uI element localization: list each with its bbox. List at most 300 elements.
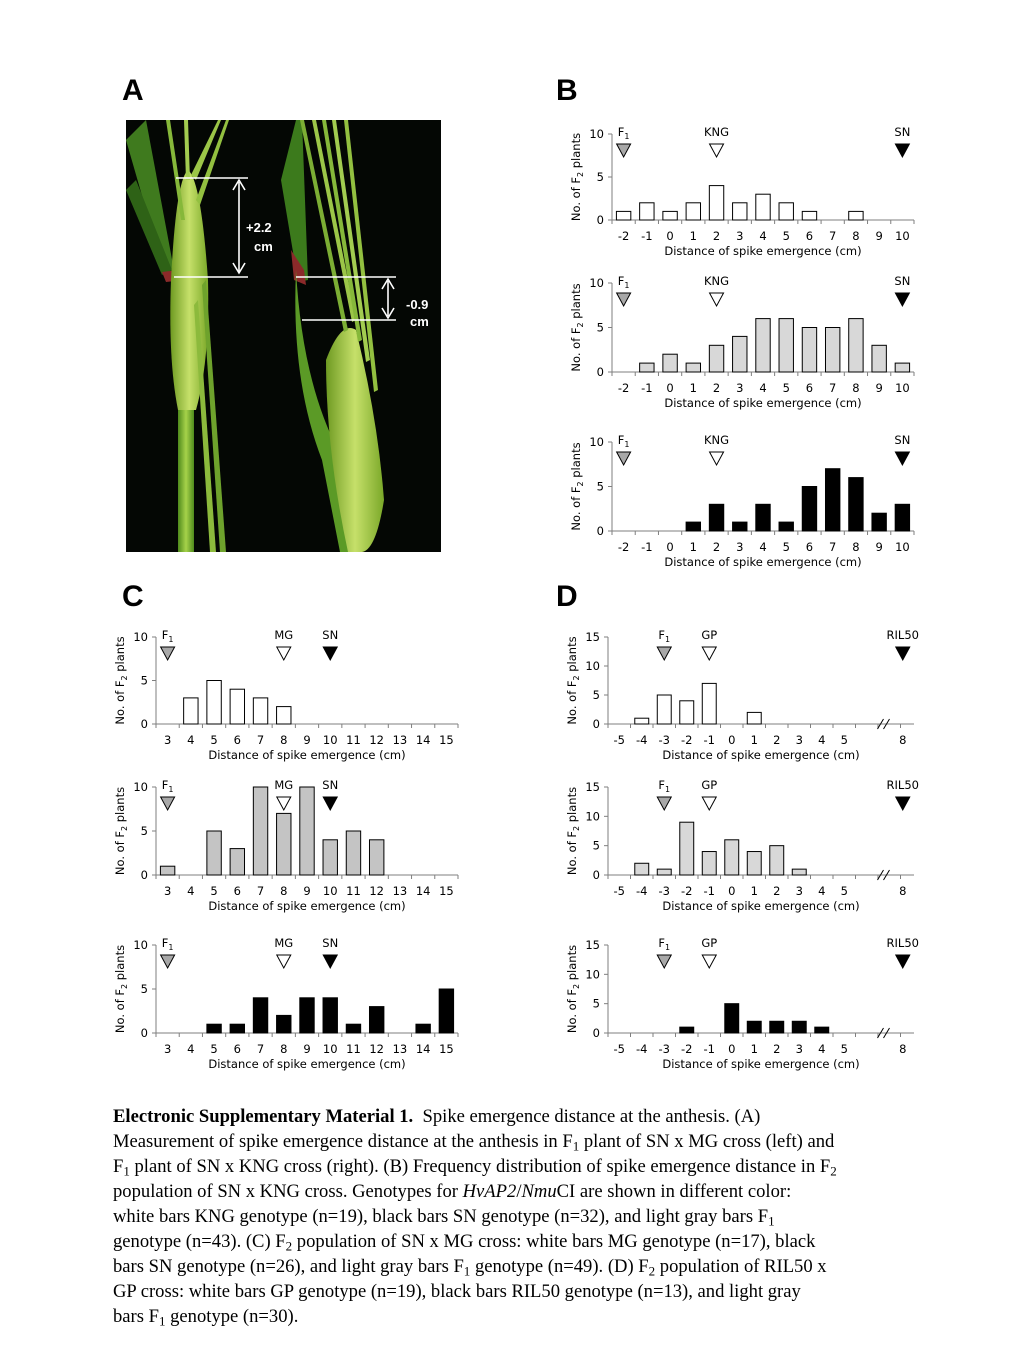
x-tick-label: 1: [750, 733, 758, 747]
x-tick-label: -1: [641, 381, 653, 395]
bar: [277, 707, 291, 724]
caption-text: plant of SN x MG cross (left) and: [579, 1131, 835, 1152]
y-axis-label: No. of $F_2$ plants: [569, 132, 585, 222]
caption-text: population of SN x KNG cross. Genotypes for: [113, 1181, 463, 1202]
x-tick-label: 12: [369, 733, 385, 747]
x-tick-label: 7: [829, 540, 837, 554]
x-tick-label: 5: [840, 733, 848, 747]
genotype-marker-icon: [896, 955, 910, 968]
bar: [686, 363, 700, 372]
y-tick-label: 0: [592, 717, 600, 731]
bar: [160, 866, 174, 875]
x-tick-label: -3: [658, 1042, 670, 1056]
x-tick-label: 2: [712, 540, 721, 554]
bar: [792, 869, 806, 875]
x-tick-label: 2: [773, 1042, 781, 1056]
genotype-label: SN: [894, 125, 911, 139]
barley-spike-photo: [126, 120, 441, 552]
bar: [725, 840, 739, 875]
caption-text: F: [113, 1156, 124, 1177]
bar: [733, 203, 747, 220]
genotype-label: RIL50: [886, 936, 919, 950]
x-tick-label: 1: [750, 884, 758, 898]
genotype-marker-icon: [657, 955, 671, 968]
x-tick-label: 3: [736, 381, 744, 395]
x-tick-label: 1: [689, 540, 697, 554]
x-tick-label: 2: [712, 381, 721, 395]
bar: [849, 211, 863, 220]
genotype-label: SN: [894, 433, 911, 447]
genotype-marker-icon: [702, 955, 716, 968]
genotype-label: KNG: [704, 125, 730, 139]
genotype-marker-icon: [277, 797, 291, 810]
bar: [346, 831, 360, 875]
caption-text: bars SN genotype (n=26), and light gray bars F: [113, 1256, 464, 1277]
chart-D-black: [560, 935, 934, 1079]
bar: [747, 712, 761, 724]
bar: [872, 513, 886, 531]
bar: [733, 522, 747, 531]
x-tick-label: 12: [369, 884, 385, 898]
x-tick-label: 14: [415, 733, 431, 747]
y-tick-label: 10: [585, 659, 600, 673]
chart-B-black: [560, 433, 934, 577]
x-tick-label: 5: [782, 381, 790, 395]
bar: [323, 840, 337, 875]
x-tick-label: -5: [613, 884, 625, 898]
x-tick-label: -3: [658, 884, 670, 898]
panel-letter-d: D: [556, 580, 578, 613]
x-tick-label: 6: [805, 540, 814, 554]
genotype-label: $F_1$: [658, 936, 671, 952]
measure-label-left: +2.2: [246, 220, 272, 235]
y-tick-label: 5: [596, 320, 604, 335]
x-axis-label: Distance of spike emergence (cm): [208, 748, 406, 762]
x-tick-label: 4: [759, 381, 767, 395]
x-tick-label: 11: [346, 884, 361, 898]
bar: [323, 998, 337, 1033]
caption-sub: 1: [463, 1263, 471, 1279]
x-tick-label: 8: [280, 1042, 288, 1056]
bar: [277, 813, 291, 875]
x-tick-label: 0: [666, 229, 674, 243]
genotype-marker-icon: [277, 955, 291, 968]
bar: [770, 1021, 784, 1033]
x-tick-label: 10: [322, 733, 338, 747]
bar: [207, 681, 221, 725]
panel-letter-a: A: [122, 74, 144, 107]
x-tick-label: -2: [617, 381, 630, 395]
x-tick-label: 3: [163, 1042, 172, 1056]
y-axis-label: No. of $F_2$ plants: [569, 283, 585, 372]
x-tick-label: 5: [210, 1042, 218, 1056]
x-tick-label: -1: [703, 733, 715, 747]
bar: [825, 469, 839, 531]
caption-sub: 1: [768, 1213, 775, 1229]
bar: [792, 1021, 806, 1033]
bar: [802, 328, 816, 373]
bar: [680, 701, 694, 724]
genotype-marker-icon: [702, 647, 716, 660]
genotype-marker-icon: [657, 797, 671, 810]
genotype-marker-icon: [895, 293, 909, 306]
genotype-label: MG: [274, 778, 294, 792]
x-tick-label: -2: [681, 884, 693, 898]
y-tick-label: 10: [133, 780, 148, 794]
genotype-marker-icon: [323, 797, 337, 810]
x-tick-label: 2: [773, 884, 781, 898]
bar: [756, 504, 770, 531]
bar: [702, 683, 716, 724]
x-tick-label: 4: [818, 1042, 826, 1056]
x-tick-label: -4: [636, 733, 648, 747]
bar: [756, 194, 770, 220]
y-tick-label: 5: [592, 838, 600, 853]
x-tick-label: 9: [875, 540, 883, 554]
caption-text: white bars KNG genotype (n=19), black bars SN genotype (n=32), and light gray bars F: [113, 1206, 769, 1227]
caption-text: plant of SN x KNG cross (right). (B) Frequency distribution of spike emergence distance in F: [129, 1156, 831, 1177]
bar: [709, 504, 723, 531]
x-axis-label: Distance of spike emergence (cm): [662, 748, 860, 762]
bar: [277, 1015, 291, 1033]
y-tick-label: 0: [596, 365, 604, 379]
genotype-label: SN: [894, 274, 911, 288]
genotype-marker-icon: [710, 144, 724, 157]
genotype-marker-icon: [617, 144, 631, 157]
x-tick-label: 10: [895, 540, 910, 554]
y-axis-label: No. of $F_2$ plants: [113, 636, 129, 725]
caption-title: Electronic Supplementary Material 1.: [113, 1106, 414, 1127]
genotype-label: GP: [701, 778, 718, 792]
bar: [253, 787, 267, 875]
x-tick-label: 6: [233, 733, 241, 747]
genotype-label: $F_1$: [617, 274, 630, 290]
bar: [207, 831, 221, 875]
x-tick-label: 4: [759, 229, 767, 243]
bar: [680, 822, 694, 875]
genotype-marker-icon: [323, 647, 337, 660]
x-tick-label: 5: [782, 540, 790, 554]
x-tick-label: 3: [736, 540, 744, 554]
y-tick-label: 5: [140, 673, 148, 688]
caption-text: GP cross: white bars GP genotype (n=19), black bars RIL50 genotype (n=13), and light gray: [113, 1281, 801, 1302]
bar: [725, 1004, 739, 1033]
genotype-marker-icon: [161, 647, 175, 660]
genotype-marker-icon: [657, 647, 671, 660]
caption-text: Measurement of spike emergence distance at the anthesis in F: [113, 1131, 573, 1152]
y-tick-label: 0: [140, 717, 148, 731]
x-tick-label: 10: [322, 1042, 338, 1056]
x-tick-label: 8: [280, 884, 288, 898]
genotype-marker-icon: [277, 647, 291, 660]
x-tick-label: 10: [322, 884, 338, 898]
x-tick-label: 14: [415, 1042, 431, 1056]
bar: [640, 203, 654, 220]
x-tick-label: 0: [728, 884, 736, 898]
x-tick-label: 1: [689, 229, 697, 243]
x-tick-label: -2: [681, 1042, 693, 1056]
caption-text: genotype (n=43). (C) F: [113, 1231, 286, 1252]
x-axis-label: Distance of spike emergence (cm): [664, 244, 862, 258]
x-tick-label: 0: [728, 1042, 736, 1056]
genotype-label: KNG: [704, 274, 730, 288]
y-tick-label: 5: [140, 982, 148, 996]
x-tick-label: 8: [852, 540, 860, 554]
bar: [616, 211, 630, 220]
bar: [300, 787, 314, 875]
x-axis-label: Distance of spike emergence (cm): [664, 396, 862, 410]
bar: [686, 203, 700, 220]
bar: [747, 1021, 761, 1033]
x-tick-label: 11: [346, 733, 361, 747]
bar: [184, 698, 198, 724]
genotype-label: SN: [322, 936, 339, 950]
genotype-label: GP: [701, 936, 718, 950]
x-tick-label: 8: [852, 229, 860, 243]
x-tick-label: 4: [187, 1042, 195, 1056]
x-tick-label: 9: [875, 229, 883, 243]
genotype-label: SN: [322, 628, 339, 642]
bar: [207, 1024, 221, 1033]
x-tick-label: -5: [613, 1042, 625, 1056]
x-tick-label: 7: [829, 381, 837, 395]
x-tick-label: 10: [895, 381, 910, 395]
x-tick-label: -2: [617, 229, 630, 243]
bar: [657, 869, 671, 875]
bar: [253, 698, 267, 724]
y-tick-label: 0: [140, 868, 148, 882]
caption-sub: 2: [830, 1163, 837, 1179]
bar: [640, 363, 654, 372]
bar: [825, 328, 839, 373]
x-tick-label: 5: [840, 1042, 848, 1056]
x-tick-label: -1: [703, 1042, 715, 1056]
bar: [369, 1007, 383, 1033]
genotype-label: SN: [322, 778, 339, 792]
bar: [815, 1027, 829, 1033]
x-axis-label: Distance of spike emergence (cm): [664, 555, 862, 569]
y-tick-label: 10: [585, 809, 600, 824]
caption-sub: 1: [123, 1163, 130, 1179]
y-tick-label: 0: [596, 524, 604, 538]
genotype-label: $F_1$: [161, 628, 174, 644]
x-tick-label: 3: [163, 733, 172, 747]
y-tick-label: 15: [585, 780, 600, 794]
genotype-marker-icon: [702, 797, 716, 810]
genotype-label: $F_1$: [658, 628, 671, 644]
x-tick-label: 15: [439, 733, 454, 747]
x-tick-label: 5: [210, 884, 218, 898]
genotype-label: $F_1$: [658, 778, 671, 794]
genotype-marker-icon: [895, 452, 909, 465]
x-tick-label: 6: [805, 381, 814, 395]
bar: [709, 345, 723, 372]
chart-B-white: [560, 125, 934, 266]
x-tick-label: 4: [818, 884, 826, 898]
x-tick-label: 9: [875, 381, 883, 395]
x-tick-label: 13: [392, 733, 408, 747]
genotype-label: GP: [701, 628, 718, 642]
x-tick-label: 0: [666, 540, 674, 554]
chart-D-white: [560, 627, 934, 770]
caption-sub: 1: [158, 1313, 166, 1329]
y-axis-label: No. of $F_2$ plants: [113, 786, 129, 876]
x-tick-label: 5: [840, 884, 848, 898]
y-axis-label: No. of $F_2$ plants: [113, 944, 129, 1034]
x-tick-label: 4: [759, 540, 767, 554]
chart-C-black: [112, 935, 478, 1079]
x-tick-label: 12: [369, 1042, 385, 1056]
genotype-label: $F_1$: [161, 778, 174, 794]
x-tick-label: -4: [636, 1042, 648, 1056]
y-axis-label: No. of $F_2$ plants: [565, 786, 581, 876]
x-tick-label: 9: [303, 884, 311, 898]
x-tick-label: 8: [852, 381, 860, 395]
genotype-marker-icon: [617, 293, 631, 306]
y-axis-label: No. of $F_2$ plants: [569, 442, 585, 531]
bar: [253, 998, 267, 1033]
bar: [680, 1027, 694, 1033]
x-tick-label: 6: [805, 229, 814, 243]
measure-label-right: -0.9: [406, 297, 429, 312]
y-tick-label: 10: [133, 938, 148, 952]
measure-unit-right: cm: [410, 314, 429, 329]
x-tick-label: 14: [415, 884, 431, 898]
x-tick-label: 7: [829, 229, 837, 243]
bar: [230, 1024, 244, 1033]
y-tick-label: 10: [589, 435, 604, 449]
x-tick-label: 1: [689, 381, 697, 395]
x-tick-label: 7: [256, 733, 265, 747]
caption-sub: 2: [285, 1238, 293, 1254]
chart-C-white: [112, 627, 478, 770]
genotype-label: $F_1$: [161, 936, 174, 952]
chart-B-gray: [560, 275, 934, 418]
bar: [756, 319, 770, 372]
caption-gene: HvAP2: [462, 1181, 517, 1202]
x-tick-label: -1: [641, 540, 653, 554]
x-axis-label: Distance of spike emergence (cm): [208, 899, 406, 913]
bar: [709, 186, 723, 220]
bar: [635, 718, 649, 724]
chart-C-gray: [112, 777, 478, 921]
x-tick-label: 0: [666, 381, 674, 395]
genotype-marker-icon: [896, 797, 910, 810]
x-tick-label: 3: [736, 229, 744, 243]
genotype-label: RIL50: [886, 628, 919, 642]
genotype-label: MG: [274, 936, 294, 950]
bar: [849, 319, 863, 372]
bar: [416, 1024, 430, 1033]
caption-sub: 1: [572, 1138, 580, 1154]
bar: [657, 695, 671, 724]
x-tick-label: 5: [210, 733, 218, 747]
y-tick-label: 0: [140, 1026, 148, 1040]
x-tick-label: 7: [256, 884, 265, 898]
caption-text: Spike emergence distance at the anthesis. (A): [422, 1106, 761, 1127]
bar: [802, 211, 816, 220]
y-tick-label: 0: [596, 213, 604, 227]
caption-gene: Nmu: [521, 1181, 557, 1202]
y-tick-label: 5: [592, 688, 600, 702]
x-tick-label: 8: [899, 733, 907, 747]
panel-letter-c: C: [122, 580, 144, 613]
y-tick-label: 5: [140, 824, 148, 838]
caption-text: population of SN x MG cross: white bars MG genotype (n=17), black: [292, 1231, 816, 1252]
x-tick-label: 15: [439, 1042, 454, 1056]
x-tick-label: -5: [613, 733, 625, 747]
bar: [802, 487, 816, 532]
y-tick-label: 10: [585, 967, 600, 982]
genotype-marker-icon: [896, 647, 910, 660]
x-tick-label: 0: [728, 733, 736, 747]
bar: [439, 989, 453, 1033]
bar: [849, 478, 863, 531]
x-tick-label: 8: [899, 1042, 907, 1056]
x-tick-label: 7: [256, 1042, 265, 1056]
x-tick-label: -1: [703, 884, 715, 898]
genotype-label: MG: [274, 628, 294, 642]
x-tick-label: 1: [750, 1042, 758, 1056]
x-tick-label: -3: [658, 733, 670, 747]
y-tick-label: 10: [133, 630, 148, 644]
bar: [686, 522, 700, 531]
x-tick-label: 5: [782, 229, 790, 243]
y-tick-label: 5: [596, 170, 604, 184]
measure-unit-left: cm: [254, 239, 273, 254]
caption-text: population of RIL50 x: [655, 1256, 827, 1277]
bar: [733, 336, 747, 372]
y-tick-label: 0: [592, 1026, 600, 1040]
x-tick-label: 11: [346, 1042, 361, 1056]
x-tick-label: 6: [233, 1042, 241, 1056]
bar: [770, 846, 784, 875]
bar: [872, 345, 886, 372]
x-tick-label: 8: [280, 733, 288, 747]
genotype-marker-icon: [710, 293, 724, 306]
bar: [346, 1024, 360, 1033]
chart-D-gray: [560, 777, 934, 921]
genotype-label: $F_1$: [617, 433, 630, 449]
genotype-label: $F_1$: [617, 125, 630, 141]
bar: [779, 203, 793, 220]
caption-sub: 2: [648, 1263, 656, 1279]
y-tick-label: 5: [596, 479, 604, 494]
caption-text: genotype (n=30).: [165, 1306, 299, 1327]
caption-text: bars F: [113, 1306, 159, 1327]
y-axis-label: No. of $F_2$ plants: [565, 636, 581, 725]
figure-caption: [113, 1104, 933, 1329]
x-axis-label: Distance of spike emergence (cm): [208, 1057, 406, 1071]
x-tick-label: 3: [795, 884, 803, 898]
bar: [663, 211, 677, 220]
genotype-marker-icon: [710, 452, 724, 465]
panel-letter-b: B: [556, 74, 578, 107]
x-tick-label: 2: [712, 229, 721, 243]
x-axis-label: Distance of spike emergence (cm): [662, 1057, 860, 1071]
x-tick-label: 13: [392, 1042, 408, 1056]
x-tick-label: -4: [636, 884, 648, 898]
genotype-marker-icon: [161, 955, 175, 968]
x-tick-label: 4: [187, 733, 195, 747]
bar: [747, 852, 761, 875]
x-tick-label: 3: [795, 733, 803, 747]
x-tick-label: -1: [641, 229, 653, 243]
y-tick-label: 5: [592, 996, 600, 1011]
genotype-marker-icon: [895, 144, 909, 157]
genotype-marker-icon: [617, 452, 631, 465]
x-tick-label: 13: [392, 884, 408, 898]
